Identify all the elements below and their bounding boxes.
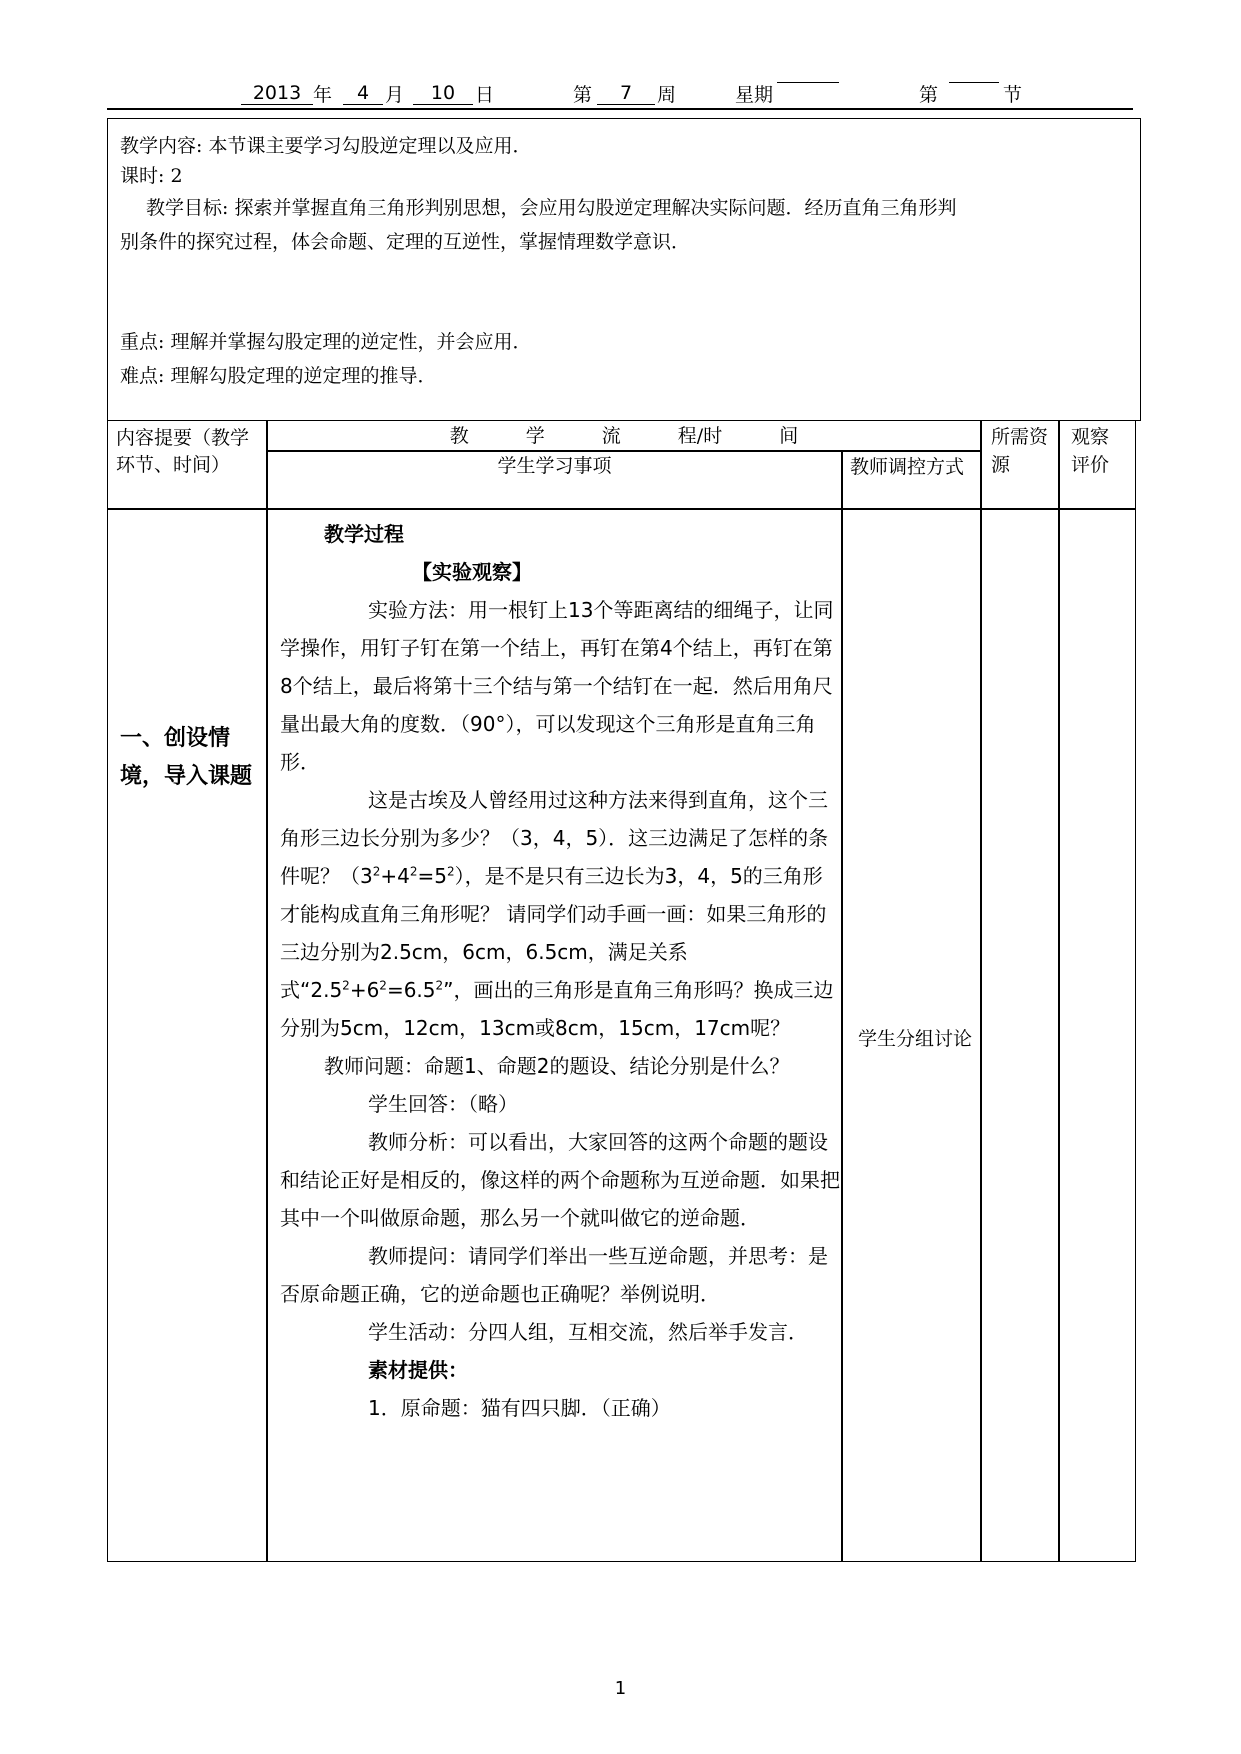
key-label: 重点:	[120, 331, 165, 353]
week-value: 7	[597, 82, 655, 105]
difficulty-row	[120, 361, 436, 388]
paragraph-egypt: 这是古埃及人曾经用过这种方法来得到直角，这个三角形三边长分别为多少？（3，4，5）．这三边满足了怎样的条件呢？$(3^2+4^2=5^2)$，是不是只有三边长为3，4，5的三角形才能构成直角三角形呢？ 请同学们动手画一画：如果三角形的三边分别为2.5cm，6cm，6.5cm，满足关系式“$2.5^2+6^2=6.5^2$”，画出的三角形是直角三角形吗？换成三边分别为5cm，12cm，13cm或8cm，15cm，17cm呢？	[280, 788, 834, 1040]
resource-cell	[980, 508, 1060, 1562]
paragraph-student-answer: 学生回答：（略）	[368, 1092, 518, 1116]
content-row	[120, 131, 531, 158]
difficulty-text: 理解勾股定理的逆定理的推导．	[170, 365, 437, 387]
week-suffix: 周	[657, 84, 677, 106]
eval-cell	[1058, 508, 1136, 1562]
teacher-header: 教师调控方式	[841, 450, 982, 510]
difficulty-label: 难点:	[120, 365, 165, 387]
section-prefix: 第	[919, 84, 939, 106]
lesson-body	[280, 515, 840, 1427]
paragraph-material-1: 1．原命题：猫有四只脚．（正确）	[368, 1396, 671, 1420]
section-cell	[107, 508, 268, 1562]
key-row	[120, 327, 531, 354]
paragraph-teacher-analysis: 教师分析：可以看出，大家回答的这两个命题的题设和结论正好是相反的，像这样的两个命题称为互逆命题．如果把其中一个叫做原命题，那么另一个就叫做它的逆命题．	[280, 1130, 840, 1230]
content-text: 本节课主要学习勾股逆定理以及应用．	[208, 135, 532, 157]
day-suffix: 日	[475, 84, 495, 106]
hours-row	[120, 161, 183, 188]
day-value: 10	[413, 82, 473, 105]
month-suffix: 月	[385, 84, 405, 106]
teacher-note: 学生分组讨论	[858, 1028, 973, 1050]
material-title: 素材提供：	[368, 1358, 468, 1382]
process-title: 教学过程	[324, 522, 404, 546]
eval-header: 观察评价	[1058, 420, 1136, 510]
weekday-label: 星期	[735, 84, 774, 106]
goal-text-1: 探索并掌握直角三角形判别思想，会应用勾股逆定理解决实际问题．经历直角三角形判	[234, 197, 957, 219]
goal-label: 教学目标:	[146, 197, 229, 219]
hours-label: 课时:	[120, 165, 165, 187]
page-number: 1	[614, 1678, 627, 1699]
student-header: 学生学习事项	[266, 450, 843, 510]
date-header	[107, 78, 1133, 110]
paragraph-experiment: 实验方法：用一根钉上13个等距离结的细绳子，让同学操作，用钉子钉在第一个结上，再钉在第4个结上，再钉在第8个结上，最后将第十三个结与第一个结钉在一起．然后用角尺量出最大角的度数．（90°），可以发现这个三角形是直角三角形．	[280, 598, 834, 774]
section-suffix: 节	[1003, 84, 1023, 106]
paragraph-teacher-question: 教师问题：命题1、命题2的题设、结论分别是什么？	[324, 1054, 790, 1078]
year-suffix: 年	[313, 84, 333, 106]
section-label: 一、创设情境，导入课题	[120, 726, 253, 789]
paragraph-student-activity: 学生活动：分四人组，互相交流，然后举手发言．	[368, 1320, 808, 1344]
month-value: 4	[343, 82, 383, 105]
resource-header: 所需资源	[980, 420, 1060, 510]
paragraph-teacher-prompt: 教师提问：请同学们举出一些互逆命题，并思考：是否原命题正确，它的逆命题也正确呢？举例说明．	[280, 1244, 828, 1306]
content-label: 教学内容:	[120, 135, 203, 157]
col-content-header: 内容提要（教学环节、时间）	[107, 420, 268, 510]
year-value: 2013	[241, 82, 313, 105]
hours-value: 2	[170, 165, 183, 187]
goal-row	[146, 193, 956, 220]
weekday-blank	[777, 82, 839, 83]
key-text: 理解并掌握勾股定理的逆定性，并会应用．	[170, 331, 532, 353]
section-blank	[949, 82, 999, 83]
flow-header: 教 学 流 程/时 间	[266, 420, 982, 452]
lesson-info-box	[107, 118, 1141, 421]
week-prefix: 第	[573, 84, 593, 106]
experiment-title: 【实验观察】	[412, 560, 532, 584]
goal-text-2: 别条件的探究过程，体会命题、定理的互逆性，掌握情理数学意识．	[120, 231, 691, 253]
